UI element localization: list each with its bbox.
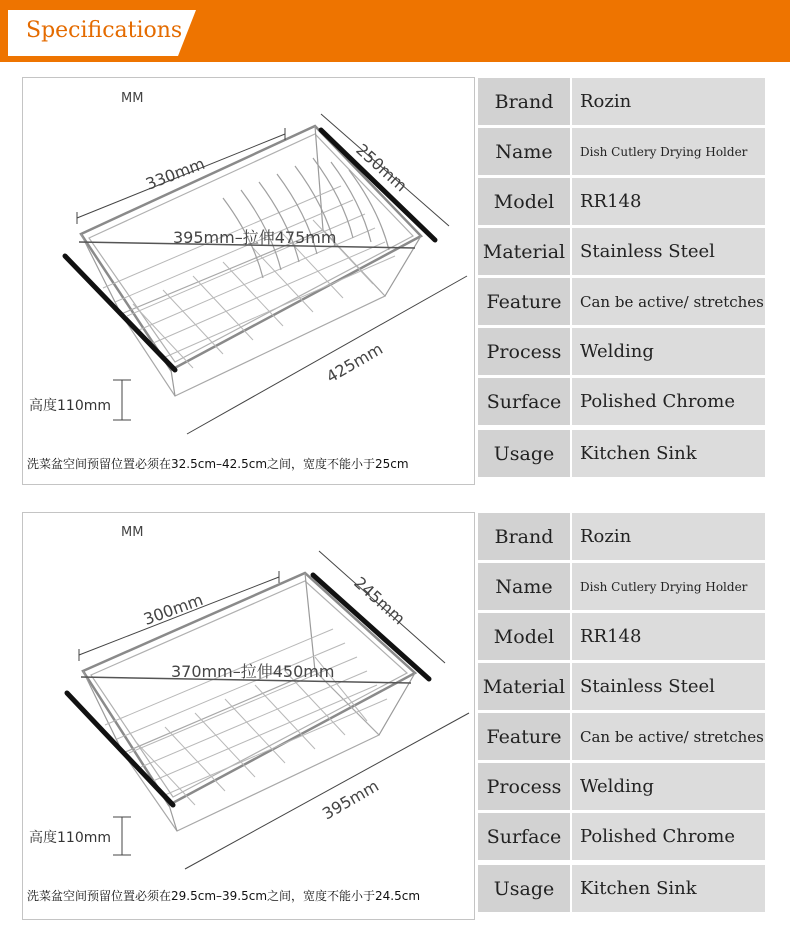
- spec-table-1: [478, 78, 765, 480]
- spec-row-material: [478, 663, 765, 710]
- spec-row-process: [478, 763, 765, 810]
- spec-key: Material: [478, 663, 570, 710]
- basket-drawing-2: [23, 513, 475, 920]
- spec-key: Usage: [478, 430, 570, 477]
- spec-value: Can be active/ stretches: [572, 278, 765, 325]
- spec-key: Name: [478, 563, 570, 610]
- spec-value: Rozin: [572, 513, 765, 560]
- height-label: 高度110mm: [29, 398, 111, 414]
- basket-drawing-1: [23, 78, 475, 485]
- header-banner: [0, 0, 790, 62]
- length-dimension-label: 425mm: [323, 339, 386, 387]
- spec-value: Rozin: [572, 78, 765, 125]
- spec-value: Stainless Steel: [572, 663, 765, 710]
- product-diagram-2: [22, 512, 475, 920]
- spec-value: Can be active/ stretches: [572, 713, 765, 760]
- spec-key: Name: [478, 128, 570, 175]
- spec-row-name: [478, 128, 765, 175]
- extend-dimension-label: 395mm–拉伸475mm: [173, 228, 337, 247]
- spec-row-process: [478, 328, 765, 375]
- unit-label: MM: [121, 91, 144, 106]
- length-dimension-label: 395mm: [319, 776, 382, 824]
- width-dimension-label: 330mm: [143, 153, 208, 194]
- spec-row-name: [478, 563, 765, 610]
- spec-row-usage: [478, 865, 765, 912]
- spec-key: Feature: [478, 278, 570, 325]
- spec-value: Welding: [572, 763, 765, 810]
- extend-dimension-label: 370mm–拉伸450mm: [171, 662, 335, 681]
- unit-label: MM: [121, 525, 144, 540]
- spec-value: Kitchen Sink: [572, 865, 765, 912]
- spec-value: Welding: [572, 328, 765, 375]
- spec-value: Polished Chrome: [572, 378, 765, 425]
- height-label: 高度110mm: [29, 830, 111, 846]
- spec-key: Process: [478, 328, 570, 375]
- spec-value: RR148: [572, 613, 765, 660]
- spec-key: Brand: [478, 513, 570, 560]
- spec-row-model: [478, 613, 765, 660]
- spec-row-usage: [478, 430, 765, 477]
- depth-dimension-label: 245mm: [350, 573, 409, 629]
- spec-key: Usage: [478, 865, 570, 912]
- spec-key: Surface: [478, 378, 570, 425]
- page-title: Specifications: [26, 18, 183, 43]
- spec-value: Kitchen Sink: [572, 430, 765, 477]
- spec-key: Feature: [478, 713, 570, 760]
- sink-space-note: 洗菜盆空间预留位置必须在32.5cm–42.5cm之间，宽度不能小于25cm: [27, 457, 409, 471]
- spec-key: Model: [478, 178, 570, 225]
- spec-row-brand: [478, 513, 765, 560]
- spec-table-2: [478, 513, 765, 915]
- header-label: [8, 10, 196, 56]
- sink-space-note: 洗菜盆空间预留位置必须在29.5cm–39.5cm之间，宽度不能小于24.5cm: [27, 889, 421, 903]
- spec-value: Dish Cutlery Drying Holder: [572, 563, 765, 610]
- spec-row-surface: [478, 378, 765, 425]
- spec-row-feature: [478, 278, 765, 325]
- spec-row-model: [478, 178, 765, 225]
- product-diagram-1: [22, 77, 475, 485]
- spec-key: Brand: [478, 78, 570, 125]
- depth-dimension-label: 250mm: [352, 140, 411, 196]
- spec-row-material: [478, 228, 765, 275]
- spec-key: Material: [478, 228, 570, 275]
- width-dimension-label: 300mm: [141, 589, 206, 629]
- spec-key: Model: [478, 613, 570, 660]
- spec-key: Process: [478, 763, 570, 810]
- spec-value: Stainless Steel: [572, 228, 765, 275]
- spec-value: RR148: [572, 178, 765, 225]
- spec-row-brand: [478, 78, 765, 125]
- spec-value: Dish Cutlery Drying Holder: [572, 128, 765, 175]
- spec-row-surface: [478, 813, 765, 860]
- spec-key: Surface: [478, 813, 570, 860]
- spec-value: Polished Chrome: [572, 813, 765, 860]
- spec-row-feature: [478, 713, 765, 760]
